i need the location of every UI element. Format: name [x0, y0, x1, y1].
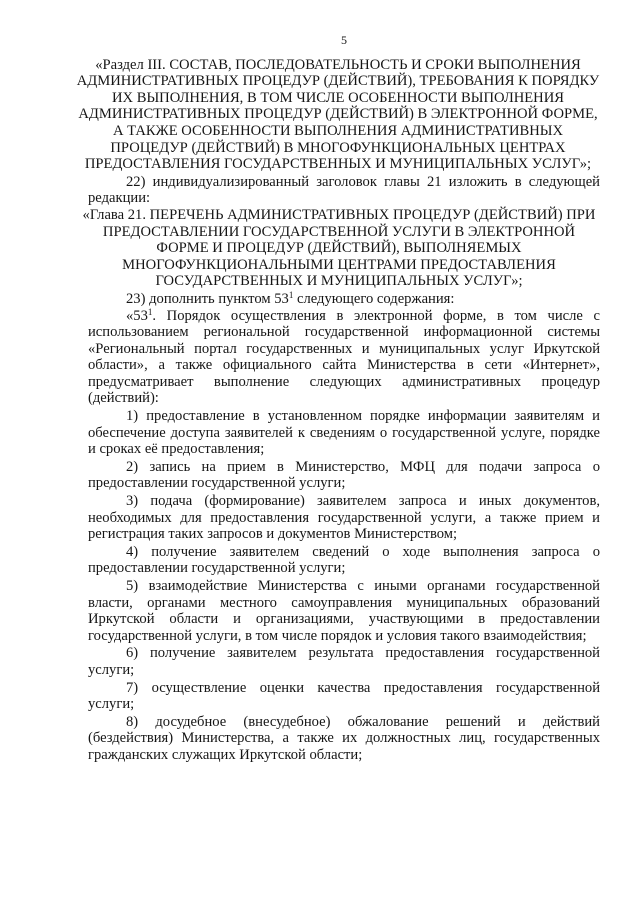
list-item: 3) подача (формирование) заявителем запроса и иных документов, необходимых для предоставления государственной услуги, а также прием и регистрация таких запросов и документов Министерством; — [88, 493, 600, 543]
list-item: 7) осуществление оценки качества предоставления государственной услуги; — [88, 679, 600, 713]
paragraph-22: 22) индивидуализированный заголовок главы 21 изложить в следующей редакции: — [88, 173, 600, 207]
paragraph-23-tail: следующего содержания: — [293, 290, 455, 307]
paragraph-53 — [88, 308, 600, 408]
superscript: 1 — [147, 306, 153, 317]
paragraph-53-start: «53 — [126, 307, 148, 324]
superscript: 1 — [288, 289, 294, 300]
page-number: 5 — [341, 33, 347, 47]
paragraph-23-text: 23) дополнить пунктом 53 — [126, 290, 289, 307]
list-item: 5) взаимодействие Министерства с иными органами государственной власти, органами местного самоуправления муниципальных образований Иркутской области и организациями, участвующими в предоставлении государственной услуги, в том числе порядок и условия такого взаимодействия; — [88, 578, 600, 644]
paragraph-23 — [88, 291, 600, 308]
paragraph-53-text: . Порядок осуществления в электронной форме, в том числе с использованием региональной государственной информационной системы «Региональный портал государственных и муниципальных услуг Иркутской области», а также официального сайта Министерства в сети «Интернет», предусматривает выполнение следующих административных процедур (действий): — [88, 307, 600, 407]
chapter-heading: «Глава 21. ПЕРЕЧЕНЬ АДМИНИСТРАТИВНЫХ ПРОЦЕДУР (ДЕЙСТВИЙ) ПРИ ПРЕДОСТАВЛЕНИИ ГОСУДАРСТВЕННОЙ УСЛУГИ В ЭЛЕКТРОННОЙ ФОРМЕ И ПРОЦЕДУР (ДЕЙСТВИЙ), ВЫПОЛНЯЕМЫХ МНОГОФУНКЦИОНАЛЬНЫМИ ЦЕНТРАМИ ПРЕДОСТАВЛЕНИЯ ГОСУДАРСТВЕННЫХ И МУНИЦИПАЛЬНЫХ УСЛУГ»; — [82, 206, 596, 290]
list-item: 4) получение заявителем сведений о ходе выполнения запроса о предоставлении государственной услуги; — [88, 543, 600, 577]
list-item: 8) досудебное (внесудебное) обжалование решений и действий (бездействия) Министерства, а также их должностных лиц, государственных гражданских служащих Иркутской области; — [88, 713, 600, 763]
section-heading: «Раздел III. СОСТАВ, ПОСЛЕДОВАТЕЛЬНОСТЬ И СРОКИ ВЫПОЛНЕНИЯ АДМИНИСТРАТИВНЫХ ПРОЦЕДУР (ДЕЙСТВИЙ), ТРЕБОВАНИЯ К ПОРЯДКУ ИХ ВЫПОЛНЕНИЯ, В ТОМ ЧИСЛЕ ОСОБЕННОСТИ ВЫПОЛНЕНИЯ АДМИНИСТРАТИВНЫХ ПРОЦЕДУР (ДЕЙСТВИЙ) В ЭЛЕКТРОННОЙ ФОРМЕ, А ТАКЖЕ ОСОБЕННОСТИ ВЫПОЛНЕНИЯ АДМИНИСТРАТИВНЫХ ПРОЦЕДУР (ДЕЙСТВИЙ) В МНОГОФУНКЦИОНАЛЬНЫХ ЦЕНТРАХ ПРЕДОСТАВЛЕНИЯ ГОСУДАРСТВЕННЫХ И МУНИЦИПАЛЬНЫХ УСЛУГ»; — [76, 56, 600, 173]
list-item: 6) получение заявителем результата предоставления государственной услуги; — [88, 645, 600, 678]
list-item: 2) запись на прием в Министерство, МФЦ для подачи запроса о предоставлении государственной услуги; — [88, 458, 600, 492]
list-item: 1) предоставление в установленном порядке информации заявителям и обеспечение доступа заявителей к сведениям о государственной услуге, порядке и сроках её предоставления; — [88, 408, 600, 458]
